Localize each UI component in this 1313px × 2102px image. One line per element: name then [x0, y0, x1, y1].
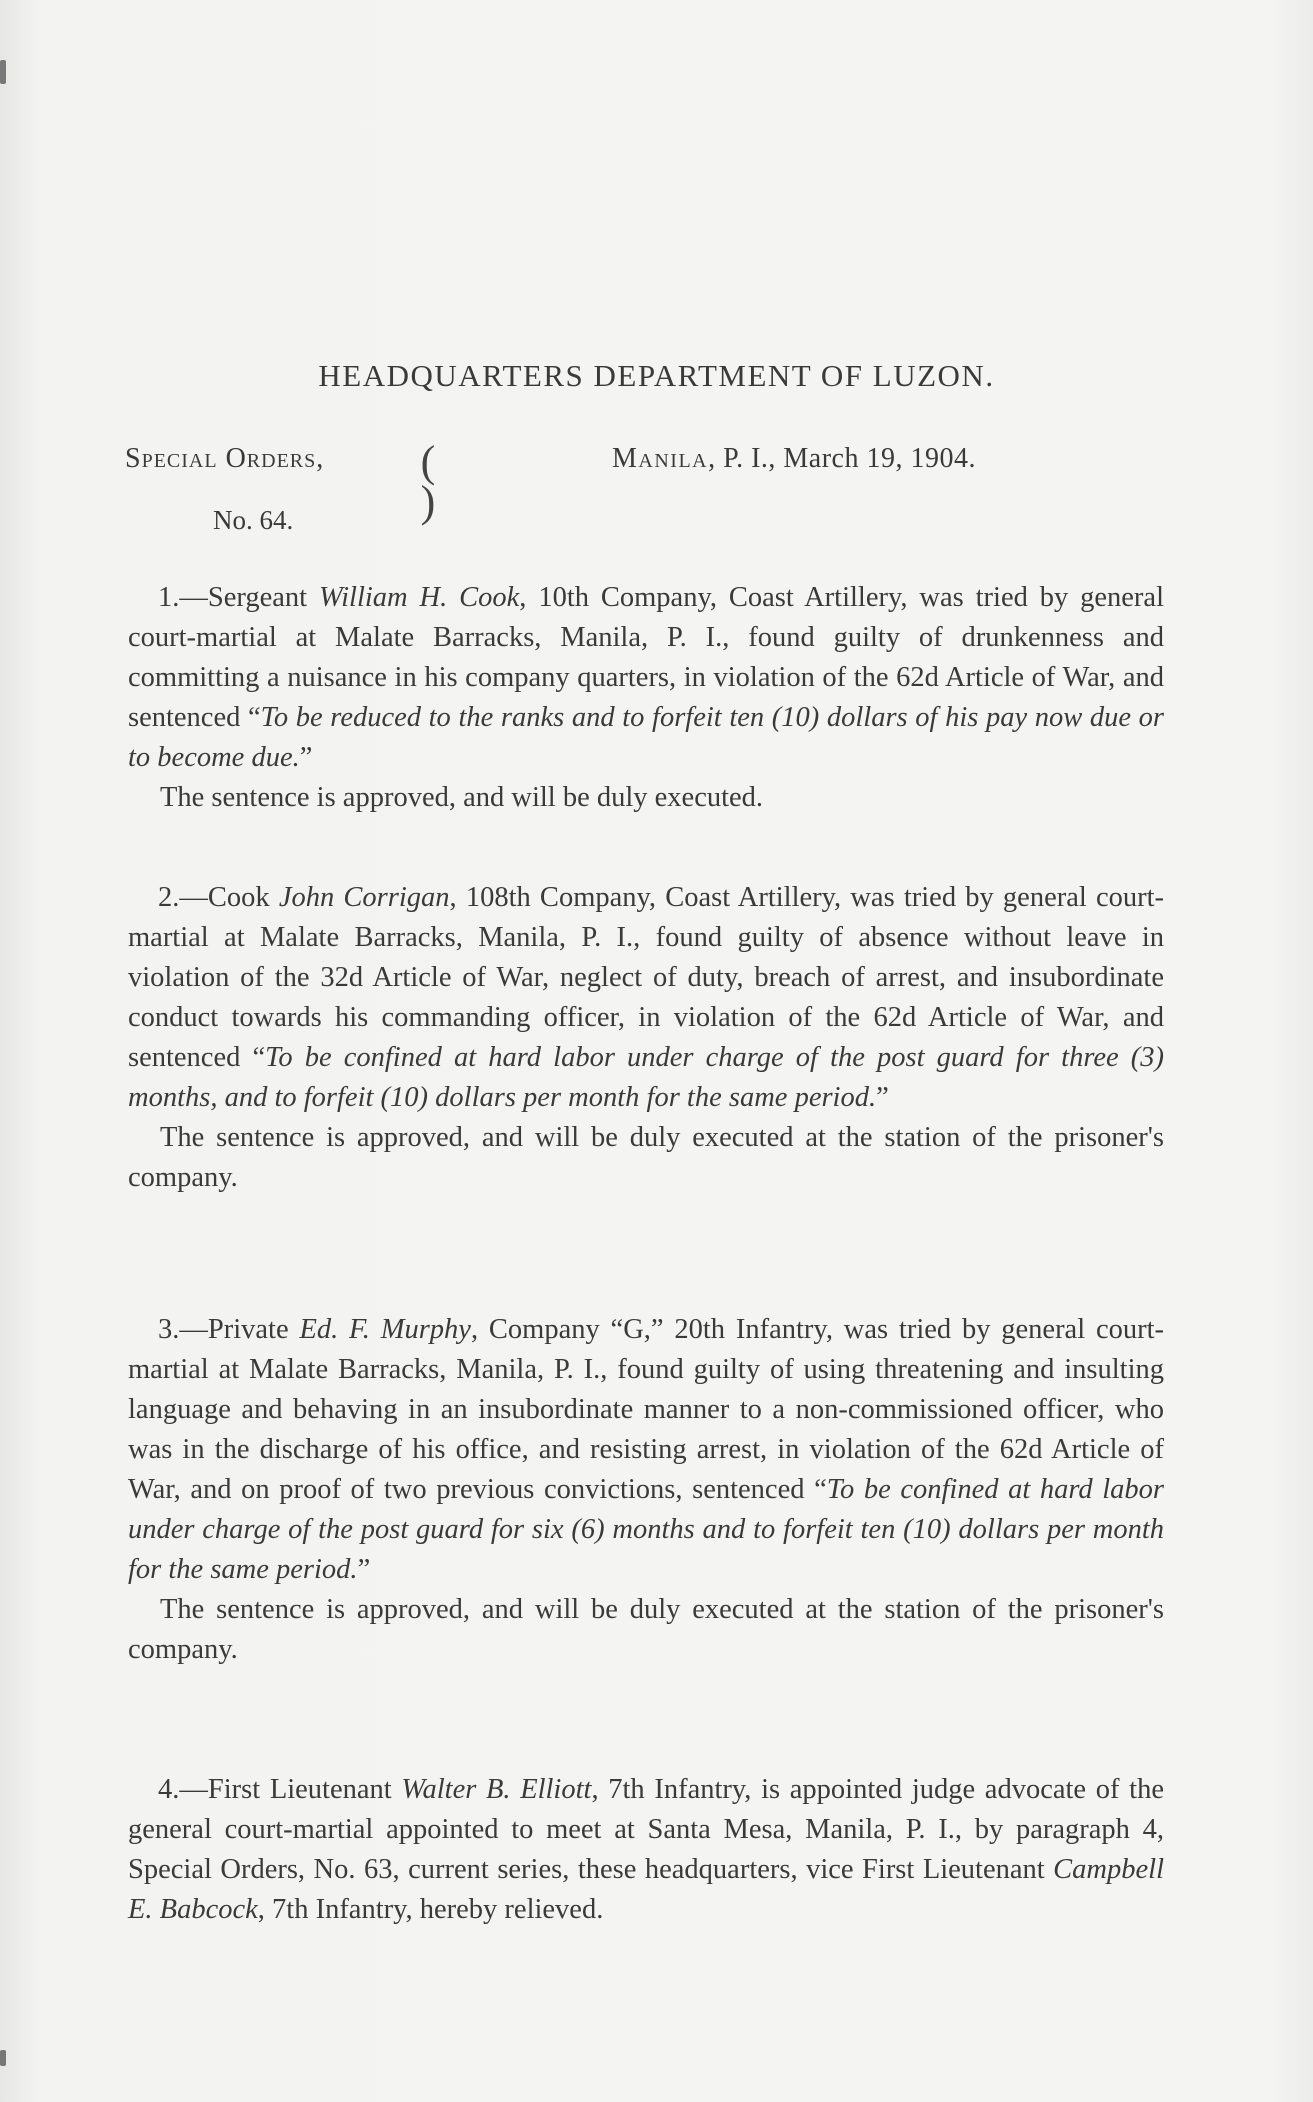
approval-text: The sentence is approved, and will be duly executed at the station of the prisoner's company. [128, 1122, 1164, 1193]
person-name-2: Campbell E. Babcock [128, 1854, 1164, 1925]
quote-close: ” [876, 1082, 889, 1113]
brace-glyph: ( ) [420, 437, 436, 526]
orders-number: No. 64. [213, 505, 294, 535]
paragraph-text: , 108th Company, Coast Artillery, was tried by general court-martial at Malate Barracks, Manila, P. I., found guilty of absence without leave in violation of the 32d Article of War, neglect of duty, breach of arrest, and insubordinate conduct towards his commanding officer, in violation of the 62d Article of War, and sentenced “ [128, 882, 1165, 1073]
paragraph-lead: 4.—First Lieutenant [158, 1774, 402, 1805]
paragraph-body [128, 878, 1164, 1118]
order-paragraph-4 [128, 1770, 1164, 1930]
paragraph-lead: 2.—Cook [158, 882, 279, 913]
paragraph-lead: 3.—Private [158, 1314, 300, 1345]
dateline [612, 443, 976, 475]
order-paragraph-3 [128, 1310, 1164, 1670]
dateline-place: Manila [612, 443, 709, 474]
approval-text: The sentence is approved, and will be duly executed at the station of the prisoner's company. [128, 1594, 1164, 1665]
order-paragraph-1 [128, 578, 1164, 818]
paragraph-body [128, 1310, 1164, 1590]
paragraph-lead: 1.—Sergeant [158, 582, 319, 613]
paragraph-text: , 10th Company, Coast Artillery, was tried by general court-martial at Malate Barracks, Manila, P. I., found guilty of drunkenness and committing a nuisance in his company quarters, in violation of the 62d Article of War, and sentenced “ [128, 582, 1164, 733]
document-title: HEADQUARTERS DEPARTMENT OF LUZON. [318, 358, 995, 393]
sentence-text: To be confined at hard labor under charge of the post guard for three (3) months, and to forfeit (10) dollars per month for the same period. [128, 1042, 1164, 1113]
sentence-text: To be confined at hard labor under charge of the post guard for six (6) months and to forfeit ten (10) dollars per month for the same period. [128, 1474, 1165, 1585]
person-name: Ed. F. Murphy [299, 1314, 471, 1345]
person-name: William H. Cook [318, 582, 520, 613]
paragraph-body [128, 578, 1164, 778]
sentence-text: To be reduced to the ranks and to forfeit ten (10) dollars of his pay now due or to become due. [128, 702, 1164, 773]
quote-close: ” [357, 1554, 371, 1585]
paragraph-text: , Company “G,” 20th Infantry, was tried by general court-martial at Malate Barracks, Manila, P. I., found guilty of using threatening and insulting language and behaving in an insubordinate manner to a non-commissioned officer, who was in the discharge of his office, and resisting arrest, in violation of the 62d Article of War, and on proof of two previous convictions, sentenced “ [128, 1314, 1164, 1505]
paragraph-text-2: , 7th Infantry, hereby relieved. [257, 1894, 604, 1925]
binding-mark-top [0, 60, 6, 84]
order-paragraph-2 [128, 878, 1164, 1198]
person-name: John Corrigan [278, 882, 450, 913]
binding-mark-bottom [0, 2050, 6, 2066]
paragraph-body [128, 1770, 1164, 1930]
paragraph-text: , 7th Infantry, is appointed judge advocate of the general court-martial appointed to meet at Santa Mesa, Manila, P. I., by paragraph 4, Special Orders, No. 63, current series, these headquarters, vice First Lieutenant [128, 1774, 1164, 1885]
dateline-rest: , P. I., March 19, 1904. [708, 443, 976, 474]
person-name: Walter B. Elliott [401, 1774, 592, 1805]
special-orders-label: Special Orders, [125, 443, 325, 474]
approval-text: The sentence is approved, and will be duly executed. [160, 782, 764, 813]
quote-close: ” [299, 742, 313, 773]
